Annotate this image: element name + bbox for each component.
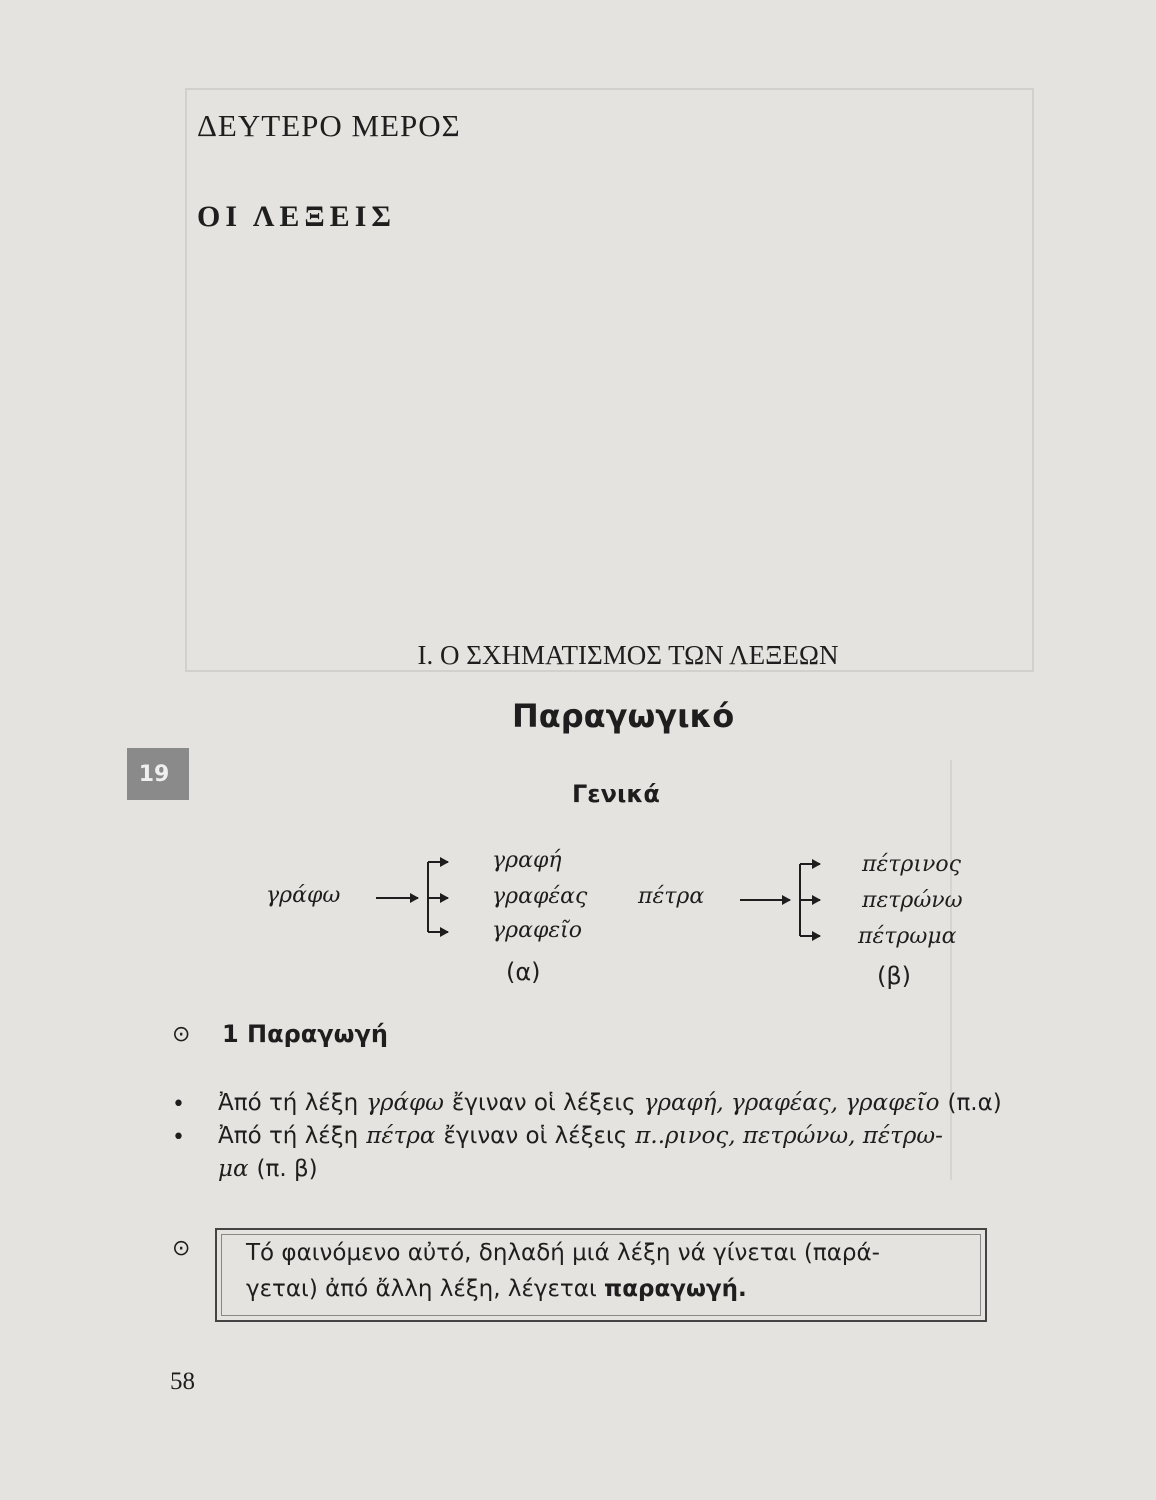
example-2-words: π..ρινος, πετρώνω, πέτρω- — [635, 1123, 943, 1149]
part-subtitle: ΟΙ ΛΕΞΕΙΣ — [197, 200, 396, 233]
diagram-a-derived-1: γραφή — [492, 848, 562, 873]
example-3-ref: (π. β) — [256, 1156, 318, 1182]
diagram-b-root: πέτρα — [638, 884, 705, 909]
example-1-words: γραφή, γραφέας, γραφεῖο — [643, 1090, 940, 1116]
example-1-ref: (π.α) — [947, 1090, 1002, 1116]
example-1-prefix: Ἀπό τή λέξη — [218, 1090, 359, 1116]
example-1-mid: ἔγιναν οἱ λέξεις — [451, 1090, 636, 1116]
definition-line-1: Τό φαινόμενο αὐτό, δηλαδή μιά λέξη νά γίνεται (παρά- — [246, 1240, 880, 1266]
diagram-a-derived-3: γραφεῖο — [492, 918, 583, 943]
example-line-1 — [218, 1090, 1002, 1116]
bullet-icon: • — [172, 1125, 185, 1150]
rule-marker-icon: ⊙ — [172, 1022, 191, 1047]
example-1-word: γράφω — [366, 1090, 444, 1116]
definition-line-2-prefix: γεται) ἀπό ἄλλη λέξη, λέγεται — [246, 1276, 597, 1302]
diagram-b-derived-1: πέτρινος — [862, 852, 961, 877]
diagram-b-derived-2: πετρώνω — [862, 888, 963, 913]
diagram-b-label: (β) — [877, 962, 912, 990]
section-title: Παραγωγικό — [512, 697, 735, 735]
definition-term: παραγωγή. — [604, 1276, 747, 1302]
diagram-a-derived-2: γραφέας — [492, 884, 588, 909]
section-number-badge: 19 — [127, 748, 189, 800]
chapter-title: Ι. Ο ΣΧΗΜΑΤΙΣΜΟΣ ΤΩΝ ΛΕΞΕΩΝ — [417, 640, 839, 670]
example-3-word: μα — [218, 1156, 249, 1182]
subsection-title: Γενικά — [572, 780, 660, 808]
rule-heading: 1 Παραγωγή — [222, 1020, 388, 1048]
definition-line-2 — [246, 1276, 747, 1302]
part-title: ΔΕΥΤΕΡΟ ΜΕΡΟΣ — [197, 108, 461, 143]
example-line-2 — [218, 1123, 943, 1149]
diagram-b-derived-3: πέτρωμα — [858, 924, 957, 949]
example-2-prefix: Ἀπό τή λέξη — [218, 1123, 359, 1149]
example-2-mid: ἔγιναν οἱ λέξεις — [443, 1123, 628, 1149]
example-line-3 — [218, 1156, 318, 1182]
bullet-icon: • — [172, 1092, 185, 1117]
diagram-a-root: γράφω — [266, 883, 341, 908]
diagram-a-label: (α) — [506, 958, 541, 986]
example-2-word: πέτρα — [366, 1123, 436, 1149]
definition-marker-icon: ⊙ — [172, 1236, 191, 1261]
page-number: 58 — [170, 1368, 195, 1395]
